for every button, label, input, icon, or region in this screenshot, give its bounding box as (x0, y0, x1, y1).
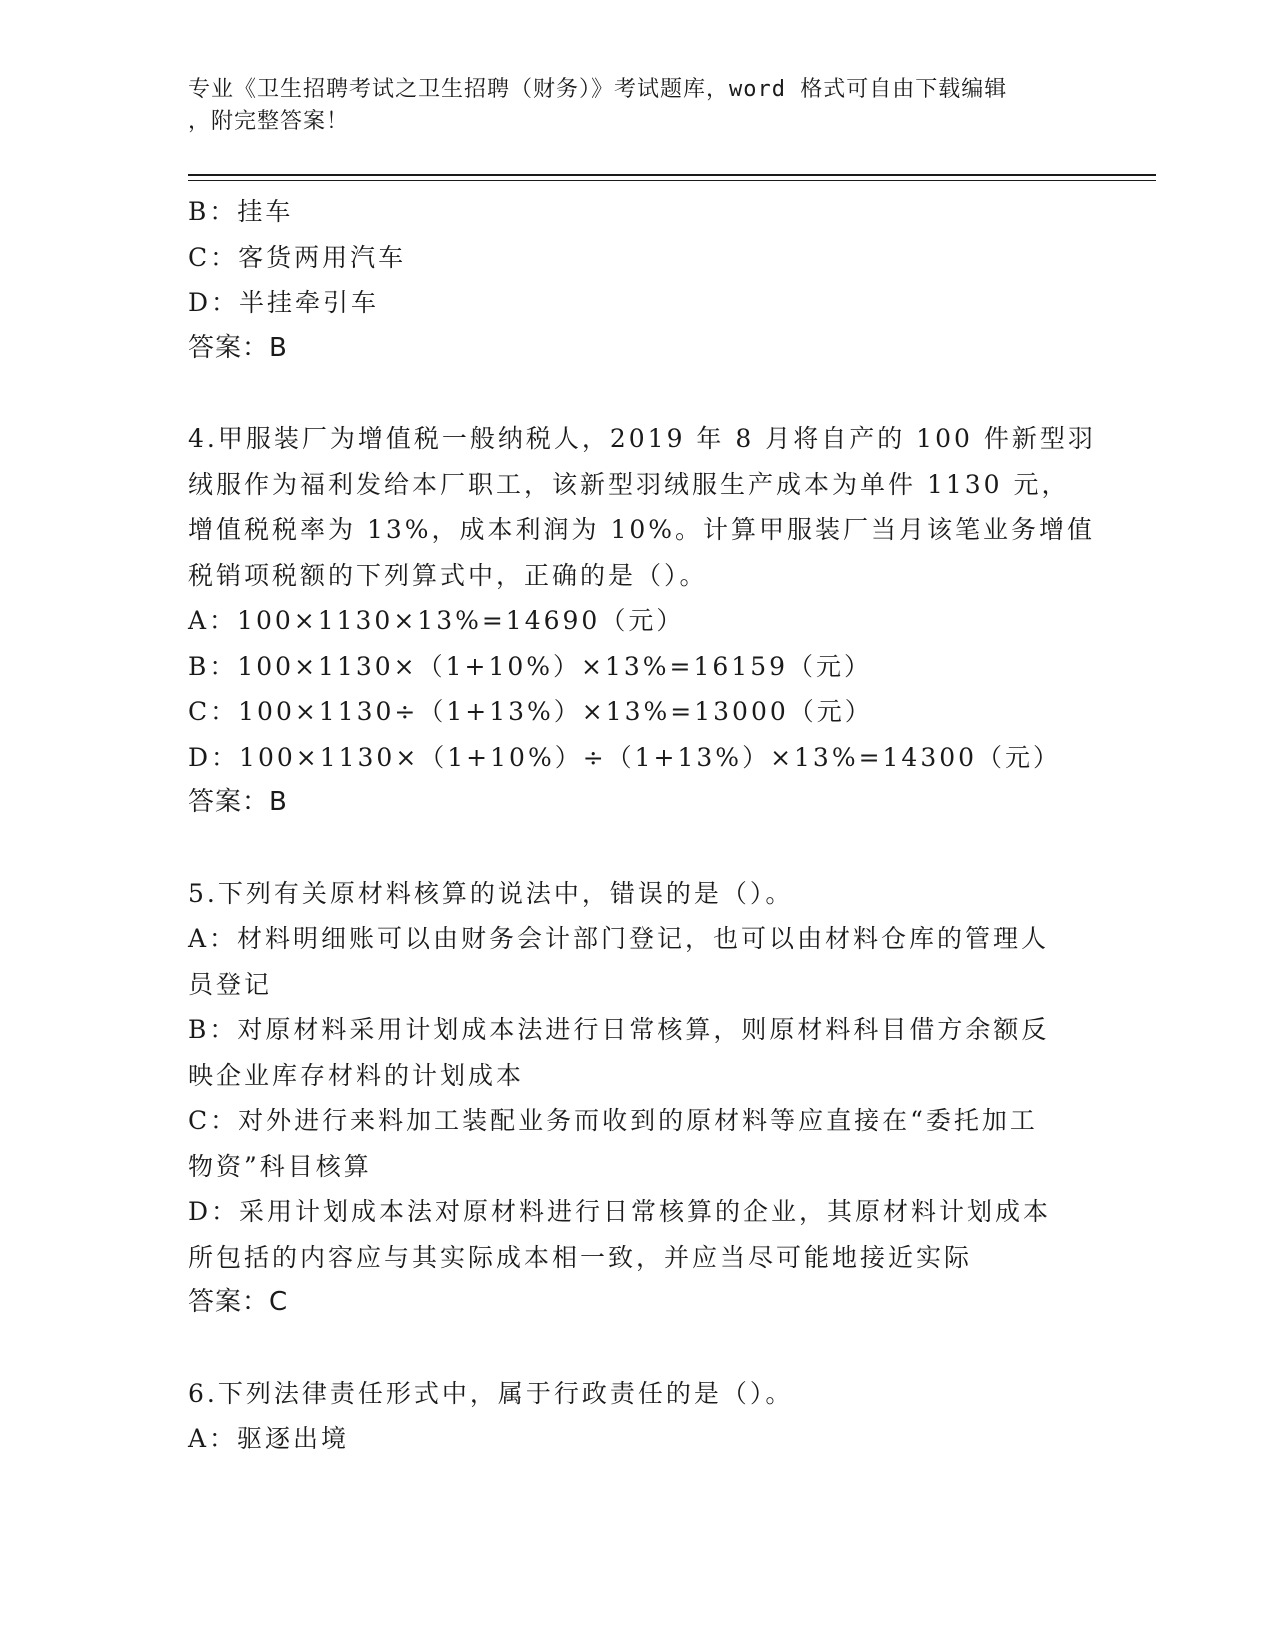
q5-option-a-line: A：材料明细账可以由财务会计部门登记，也可以由材料仓库的管理人 (188, 924, 1050, 953)
question-3 (188, 189, 1078, 371)
q5-option-d-line: D：采用计划成本法对原材料进行日常核算的企业，其原材料计划成本 (188, 1197, 1052, 1226)
spacer (188, 371, 1078, 416)
q4-option-c: C：100×1130÷（1+13%）×13%=13000（元） (188, 697, 873, 726)
question-content (188, 189, 1096, 1462)
spacer (188, 1326, 1078, 1371)
q4-stem-line: 税销项税额的下列算式中，正确的是（）。 (188, 560, 708, 590)
q5-option-a-line: 员登记 (188, 969, 273, 999)
page-header (188, 74, 1068, 138)
q4-answer: 答案：B (188, 787, 288, 817)
q4-stem-line: 增值税税率为 13%，成本利润为 10%。计算甲服装厂当月该笔业务增值 (188, 515, 1096, 544)
header-line-2: ，附完整答案！ (188, 109, 350, 134)
q6-option-a: A：驱逐出境 (188, 1424, 350, 1453)
q5-stem: 5.下列有关原材料核算的说法中，错误的是（）。 (188, 878, 794, 908)
q4-stem-line: 4.甲服装厂为增值税一般纳税人，2019 年 8 月将自产的 100 件新型羽 (188, 424, 1096, 453)
question-4 (188, 416, 1096, 826)
q3-option-b: B：挂车 (188, 197, 294, 226)
q3-option-d: D：半挂牵引车 (188, 288, 380, 317)
q4-stem-line: 绒服作为福利发给本厂职工，该新型羽绒服生产成本为单件 1130 元， (188, 469, 1070, 499)
q4-option-a: A：100×1130×13%=14690（元） (188, 606, 685, 635)
q5-option-b-line: 映企业库存材料的计划成本 (188, 1060, 525, 1090)
question-5 (188, 871, 1078, 1326)
header-line-1: 专业《卫生招聘考试之卫生招聘（财务）》考试题库，word 格式可自由下载编辑 (188, 77, 1008, 102)
q5-option-b-line: B：对原材料采用计划成本法进行日常核算，则原材料科目借方余额反 (188, 1015, 1050, 1044)
q3-answer: 答案：B (188, 332, 288, 363)
q5-answer: 答案：C (188, 1287, 289, 1317)
spacer (188, 826, 1078, 871)
q5-option-d-line: 所包括的内容应与其实际成本相一致，并应当尽可能地接近实际 (188, 1242, 973, 1272)
q4-option-b: B：100×1130×（1+10%）×13%=16159（元） (188, 651, 873, 681)
header-divider-thin (188, 180, 1156, 181)
q6-stem: 6.下列法律责任形式中，属于行政责任的是（）。 (188, 1378, 794, 1408)
q5-option-c-line: 物资”科目核算 (188, 1151, 372, 1181)
q5-option-c-line: C：对外进行来料加工装配业务而收到的原材料等应直接在“委托加工 (188, 1106, 1038, 1135)
header-divider-thick (188, 174, 1156, 176)
q3-option-c: C：客货两用汽车 (188, 242, 407, 272)
question-6 (188, 1371, 1078, 1462)
q4-option-d: D：100×1130×（1+10%）÷（1+13%）×13%=14300（元） (188, 742, 1062, 772)
